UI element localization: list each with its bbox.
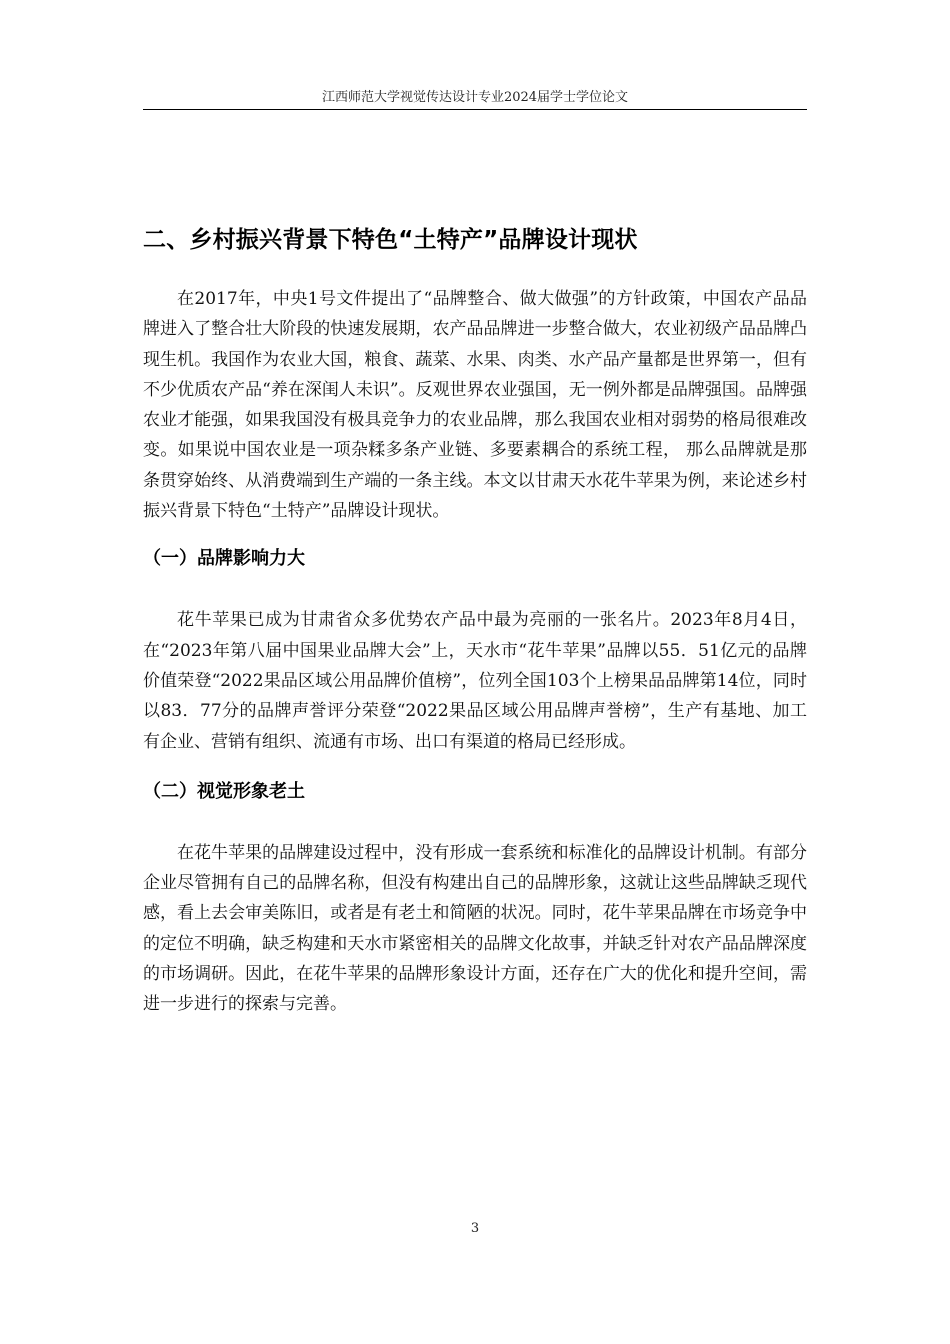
section-intro-paragraph: 在2017年，中央1号文件提出了“品牌整合、做大做强”的方针政策，中国农产品品牌进入了整合壮大阶段的快速发展期，农产品品牌进一步整合做大，农业初级产品品牌凸现生机。我国作为农业大国，粮食、蔬菜、水果、肉类、水产品产量都是世界第一，但有不少优质农产品“养在深闺人未识”。反观世界农业强国，无一例外都是品牌强国。品牌强农业才能强，如果我国没有极具竞争力的农业品牌，那么我国农业相对弱势的格局很难改变。如果说中国农业是一项杂糅多条产业链、多要素耦合的系统工程， 那么品牌就是那条贯穿始终、从消费端到生产端的一条主线。本文以甘肃天水花牛苹果为例，来论述乡村振兴背景下特色“土特产”品牌设计现状。 [143, 289, 807, 522]
subsection-paragraph-brand-influence: 花牛苹果已成为甘肃省众多优势农产品中最为亮丽的一张名片。2023年8月4日，在“2023年第八届中国果业品牌大会”上，天水市“花牛苹果”品牌以55．51亿元的品牌价值荣登“2022果品区域公用品牌价值榜”，位列全国103个上榜果品品牌第14位，同时以83．77分的品牌声誉评分荣登“2022果品区域公用品牌声誉榜”，生产有基地、加工有企业、营销有组织、流通有市场、出口有渠道的格局已经形成。 [143, 610, 807, 752]
subsection-title-brand-influence: （一）品牌影响力大 [143, 548, 305, 570]
subsection-paragraph-visual-image: 在花牛苹果的品牌建设过程中，没有形成一套系统和标准化的品牌设计机制。有部分企业尽管拥有自己的品牌名称，但没有构建出自己的品牌形象，这就让这些品牌缺乏现代感，看上去会审美陈旧，或者是有老土和简陋的状况。同时，花牛苹果品牌在市场竞争中的定位不明确，缺乏构建和天水市紧密相关的品牌文化故事，并缺乏针对农产品品牌深度的市场调研。因此，在花牛苹果的品牌形象设计方面，还存在广大的优化和提升空间，需进一步进行的探索与完善。 [143, 842, 807, 1015]
running-header: 江西师范大学视觉传达设计专业2024届学士学位论文 [143, 91, 807, 110]
main-content [143, 222, 807, 1020]
section-title: 二、乡村振兴背景下特色“土特产”品牌设计现状 [143, 227, 638, 253]
subsection-title-visual-image: （二）视觉形象老土 [143, 780, 305, 802]
page-number: 3 [470, 1221, 480, 1236]
